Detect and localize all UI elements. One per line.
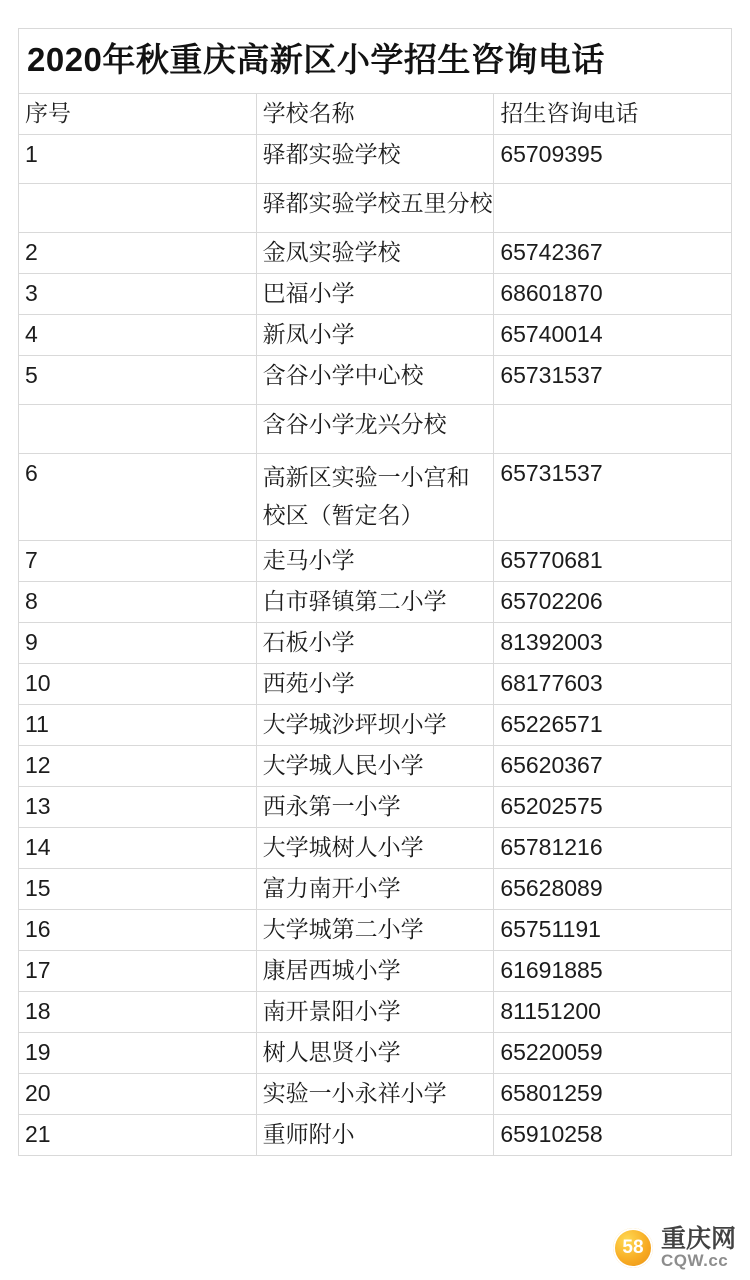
cell-index: 18 [19, 992, 257, 1033]
cell-school-name: 大学城沙坪坝小学 [256, 705, 494, 746]
cell-school-name: 含谷小学龙兴分校 [256, 405, 494, 454]
school-phone-table [18, 28, 732, 1156]
table-row [19, 992, 732, 1033]
cell-phone: 65731537 [494, 356, 732, 405]
cell-index: 1 [19, 135, 257, 184]
cell-index: 11 [19, 705, 257, 746]
cell-school-name: 驿都实验学校五里分校 [256, 184, 494, 233]
table-row [19, 664, 732, 705]
cell-school-name: 高新区实验一小宫和校区（暂定名） [256, 454, 494, 541]
table-row [19, 405, 732, 454]
table-row [19, 135, 732, 184]
table-row [19, 910, 732, 951]
table-row [19, 356, 732, 405]
cell-index: 8 [19, 582, 257, 623]
cell-phone: 65628089 [494, 869, 732, 910]
cell-school-name: 大学城人民小学 [256, 746, 494, 787]
table-row [19, 184, 732, 233]
cell-phone [494, 184, 732, 233]
cell-school-name: 白市驿镇第二小学 [256, 582, 494, 623]
table-row [19, 233, 732, 274]
table-row [19, 315, 732, 356]
cell-school-name: 富力南开小学 [256, 869, 494, 910]
column-header-index: 序号 [19, 94, 257, 135]
cell-index: 14 [19, 828, 257, 869]
cell-school-name: 驿都实验学校 [256, 135, 494, 184]
cell-phone: 65620367 [494, 746, 732, 787]
table-row [19, 787, 732, 828]
cell-phone: 65709395 [494, 135, 732, 184]
watermark-badge-icon [613, 1228, 653, 1268]
watermark-site-url: CQW.cc [660, 1251, 729, 1271]
cell-phone: 65731537 [494, 454, 732, 541]
cell-school-name: 实验一小永祥小学 [256, 1074, 494, 1115]
table-title-row [19, 29, 732, 94]
table-row [19, 951, 732, 992]
cell-phone: 68177603 [494, 664, 732, 705]
cell-phone: 65740014 [494, 315, 732, 356]
watermark [613, 1226, 736, 1270]
cell-school-name: 大学城树人小学 [256, 828, 494, 869]
document-title: 2020年秋重庆高新区小学招生咨询电话 [19, 29, 732, 94]
watermark-site-name: 重庆网 [660, 1224, 736, 1253]
cell-phone: 65220059 [494, 1033, 732, 1074]
table-row [19, 454, 732, 541]
cell-phone: 65770681 [494, 541, 732, 582]
table-row [19, 869, 732, 910]
cell-school-name: 含谷小学中心校 [256, 356, 494, 405]
cell-phone: 65801259 [494, 1074, 732, 1115]
cell-index: 6 [19, 454, 257, 541]
cell-school-name: 西永第一小学 [256, 787, 494, 828]
cell-school-name: 新凤小学 [256, 315, 494, 356]
table-row [19, 705, 732, 746]
cell-index: 7 [19, 541, 257, 582]
table-row [19, 541, 732, 582]
cell-index: 16 [19, 910, 257, 951]
cell-index: 17 [19, 951, 257, 992]
cell-phone: 61691885 [494, 951, 732, 992]
cell-index: 5 [19, 356, 257, 405]
cell-index [19, 184, 257, 233]
cell-phone: 65781216 [494, 828, 732, 869]
table-row [19, 274, 732, 315]
cell-index [19, 405, 257, 454]
cell-school-name: 大学城第二小学 [256, 910, 494, 951]
school-phone-table-container [18, 28, 732, 1156]
cell-school-name: 巴福小学 [256, 274, 494, 315]
cell-index: 4 [19, 315, 257, 356]
table-row [19, 1074, 732, 1115]
cell-phone: 65226571 [494, 705, 732, 746]
table-row [19, 828, 732, 869]
table-body [19, 29, 732, 1156]
cell-phone: 81392003 [494, 623, 732, 664]
table-header-row [19, 94, 732, 135]
table-row [19, 1115, 732, 1156]
cell-index: 21 [19, 1115, 257, 1156]
cell-school-name: 走马小学 [256, 541, 494, 582]
cell-phone: 68601870 [494, 274, 732, 315]
cell-index: 2 [19, 233, 257, 274]
cell-phone: 65910258 [494, 1115, 732, 1156]
cell-phone: 65702206 [494, 582, 732, 623]
cell-index: 9 [19, 623, 257, 664]
column-header-phone: 招生咨询电话 [494, 94, 732, 135]
column-header-school-name: 学校名称 [256, 94, 494, 135]
cell-index: 10 [19, 664, 257, 705]
cell-school-name: 重师附小 [256, 1115, 494, 1156]
table-row [19, 1033, 732, 1074]
cell-index: 20 [19, 1074, 257, 1115]
cell-index: 13 [19, 787, 257, 828]
cell-phone [494, 405, 732, 454]
cell-school-name: 康居西城小学 [256, 951, 494, 992]
table-row [19, 746, 732, 787]
cell-phone: 65742367 [494, 233, 732, 274]
cell-school-name: 西苑小学 [256, 664, 494, 705]
cell-school-name: 南开景阳小学 [256, 992, 494, 1033]
cell-school-name: 石板小学 [256, 623, 494, 664]
cell-school-name: 树人思贤小学 [256, 1033, 494, 1074]
table-row [19, 623, 732, 664]
cell-index: 12 [19, 746, 257, 787]
watermark-text [661, 1226, 736, 1270]
cell-index: 3 [19, 274, 257, 315]
cell-school-name: 金凤实验学校 [256, 233, 494, 274]
table-row [19, 582, 732, 623]
cell-phone: 65751191 [494, 910, 732, 951]
cell-phone: 81151200 [494, 992, 732, 1033]
cell-index: 19 [19, 1033, 257, 1074]
cell-index: 15 [19, 869, 257, 910]
cell-phone: 65202575 [494, 787, 732, 828]
